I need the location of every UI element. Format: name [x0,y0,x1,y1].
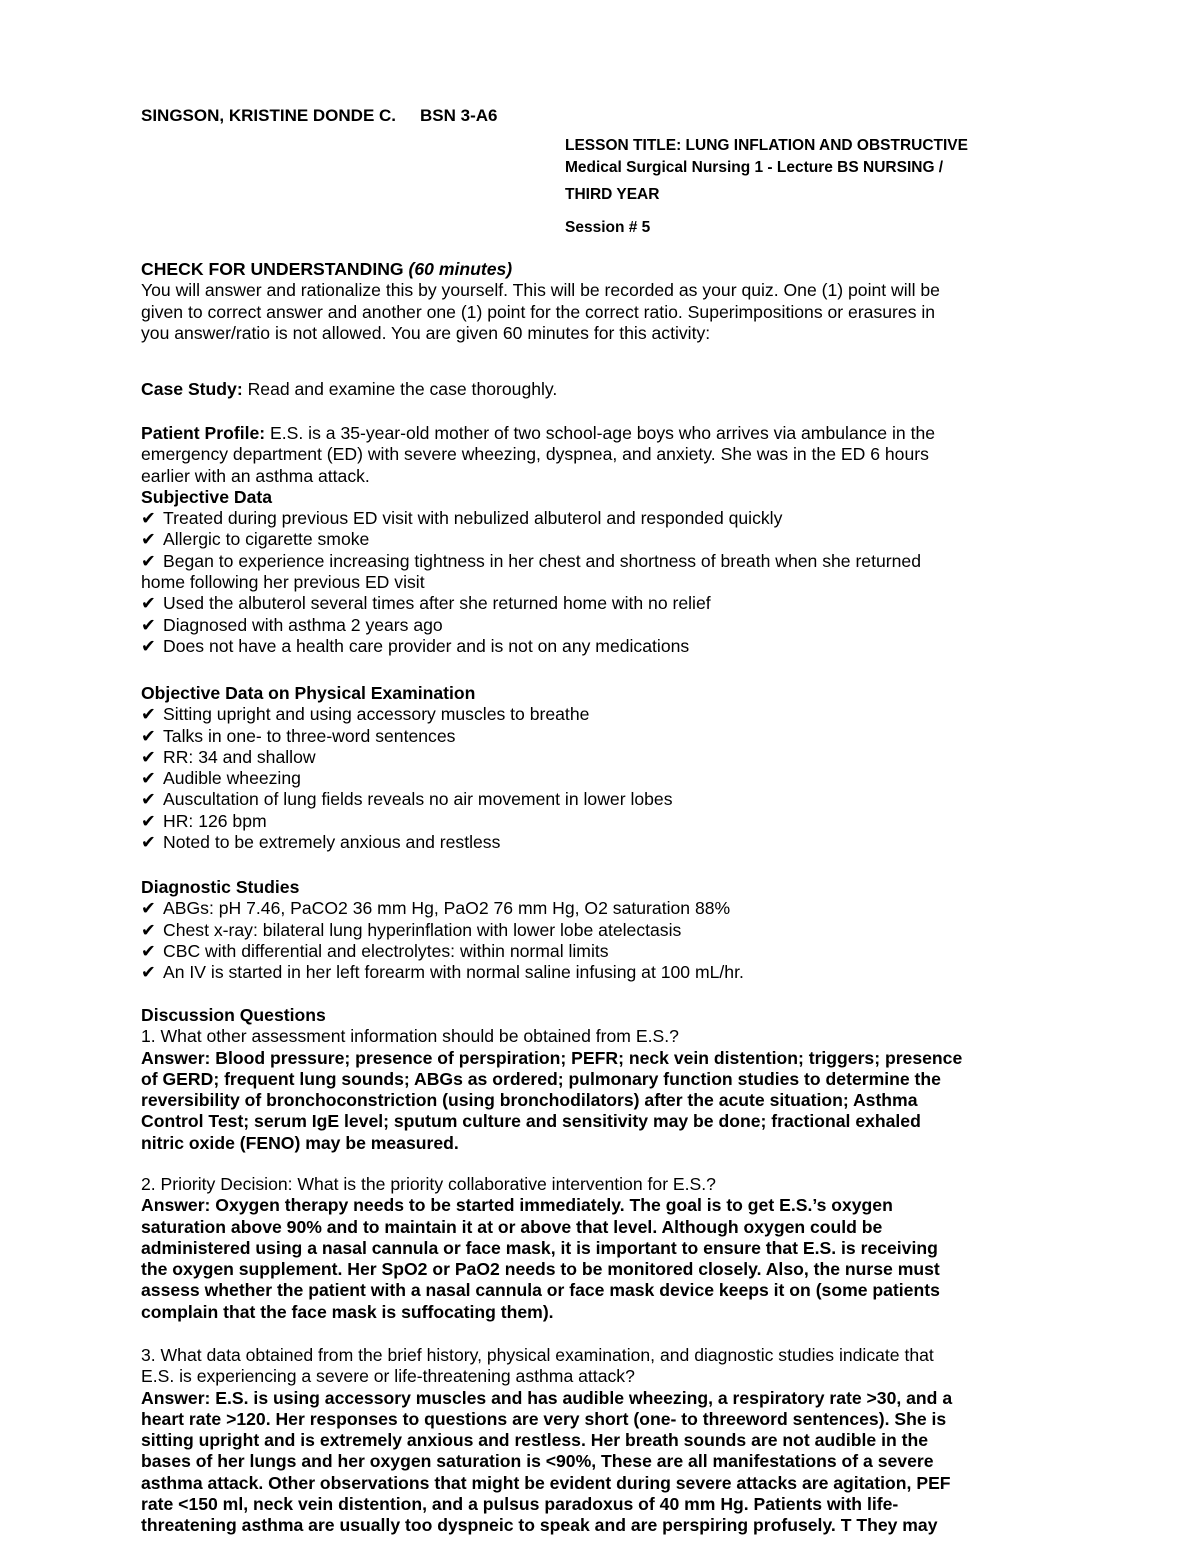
answer-3-line: rate <150 ml, neck vein distention, and a pulsus paradoxus of 40 mm Hg. Patients with life- [141,1494,899,1515]
check-mark-icon: ✔ [141,508,156,529]
check-mark-icon: ✔ [141,725,156,746]
student-name-text: SINGSON, KRISTINE DONDE C. [141,106,397,125]
subjective-continuation: home following her previous ED visit [141,572,425,593]
subjective-item: ✔ Allergic to cigarette smoke [141,529,370,550]
answer-2-line: saturation above 90% and to maintain it at or above that level. Although oxygen could be [141,1216,883,1237]
check-mark-icon: ✔ [141,940,156,961]
objective-item: ✔ Sitting upright and using accessory muscles to breathe [141,704,590,725]
diagnostic-item: ✔ An IV is started in her left forearm with normal saline infusing at 100 mL/hr. [141,962,744,983]
profile-line: E.S. is a 35-year-old mother of two school-age boys who arrives via ambulance in the [265,423,936,443]
answer-3-line: Answer: E.S. is using accessory muscles and has audible wheezing, a respiratory rate >30, and a [141,1387,953,1408]
objective-item: ✔ RR: 34 and shallow [141,746,316,767]
check-mark-icon: ✔ [141,529,156,550]
check-line: You will answer and rationalize this by yourself. This will be recorded as your quiz. One (1) point will be [141,280,940,301]
check-mark-icon: ✔ [141,614,156,635]
check-mark-icon: ✔ [141,962,156,983]
subjective-item: ✔ Used the albuterol several times after she returned home with no relief [141,593,711,614]
case-study [141,379,1061,400]
course-name: Medical Surgical Nursing 1 - Lecture BS NURSING / [565,159,944,176]
answer-3-line: heart rate >120. Her responses to questions are very short (one- to threeword sentences). She is [141,1408,947,1429]
subjective-item: ✔ Does not have a health care provider and is not on any medications [141,635,690,656]
answer-2-line: Answer: Oxygen therapy needs to be started immediately. The goal is to get E.S.’s oxygen [141,1195,893,1216]
check-mark-icon: ✔ [141,593,156,614]
answer-3-line: bases of her lungs and her oxygen saturation is <90%, These are all manifestations of a severe [141,1451,934,1472]
question-1: 1. What other assessment information should be obtained from E.S.? [141,1026,679,1047]
answer-2-line: administered using a nasal cannula or face mask, it is important to ensure that E.S. is receiving [141,1237,938,1258]
question-3-line: E.S. is experiencing a severe or life-threatening asthma attack? [141,1366,635,1387]
check-mark-icon: ✔ [141,789,156,810]
check-time: (60 minutes) [408,259,513,279]
answer-1-line: nitric oxide (FENO) may be measured. [141,1132,459,1153]
check-line: given to correct answer and another one (1) point for the correct ratio. Superimpositions or erasures in [141,301,936,322]
question-2-block [141,1174,1061,1323]
objective-item: ✔ Audible wheezing [141,768,301,789]
objective-section [141,683,1061,853]
check-title: CHECK FOR UNDERSTANDING [141,259,404,279]
subjective-item: ✔ Treated during previous ED visit with nebulized albuterol and responded quickly [141,508,783,529]
diagnostic-item: ✔ ABGs: pH 7.46, PaCO2 36 mm Hg, PaO2 76 mm Hg, O2 saturation 88% [141,898,731,919]
subjective-item: ✔ Diagnosed with asthma 2 years ago [141,614,443,635]
answer-2-line: the oxygen supplement. Her SpO2 or PaO2 needs to be monitored closely. Also, the nurse must [141,1259,940,1280]
objective-item: ✔ Noted to be extremely anxious and restless [141,832,501,853]
patient-profile [141,423,1061,657]
session-number: Session # 5 [565,219,651,236]
check-section [141,259,1061,344]
year-level: THIRD YEAR [565,186,660,203]
profile-line: earlier with an asthma attack. [141,465,370,486]
check-mark-icon: ✔ [141,635,156,656]
answer-2-line: assess whether the patient with a nasal cannula or face mask device keeps it on (some patients [141,1280,940,1301]
discussion-title: Discussion Questions [141,1005,326,1025]
profile-line: emergency department (ED) with severe wheezing, dyspnea, and anxiety. She was in the ED 6 hours [141,444,929,465]
answer-3-line: threatening asthma are usually too dyspneic to speak and are perspiring profusely. T They may [141,1515,938,1536]
lesson-title: LESSON TITLE: LUNG INFLATION AND OBSTRUCTIVE [565,137,968,154]
objective-item: ✔ Auscultation of lung fields reveals no air movement in lower lobes [141,789,673,810]
diagnostic-item: ✔ Chest x-ray: bilateral lung hyperinflation with lower lobe atelectasis [141,919,682,940]
check-mark-icon: ✔ [141,919,156,940]
answer-2-line: complain that the face mask is suffocating them). [141,1301,554,1322]
case-study-label: Case Study: [141,379,243,399]
check-mark-icon: ✔ [141,550,156,571]
objective-item: ✔ HR: 126 bpm [141,810,267,831]
check-mark-icon: ✔ [141,768,156,789]
objective-title: Objective Data on Physical Examination [141,683,476,703]
answer-1-line: reversibility of bronchoconstriction (using bronchodilators) after the acute situation; Asthma [141,1090,918,1111]
check-line: you answer/ratio is not allowed. You are given 60 minutes for this activity: [141,322,711,343]
profile-label: Patient Profile: [141,423,266,443]
answer-1-line: of GERD; frequent lung sounds; ABGs as ordered; pulmonary function studies to determine the [141,1068,941,1089]
question-3-line: 3. What data obtained from the brief history, physical examination, and diagnostic studies indicate that [141,1345,934,1365]
answer-3-line: asthma attack. Other observations that might be evident during severe attacks are agitation, PEF [141,1472,951,1493]
student-name [141,105,498,126]
check-mark-icon: ✔ [141,832,156,853]
check-mark-icon: ✔ [141,704,156,725]
question-3-block [141,1345,1061,1537]
subjective-item: ✔ Began to experience increasing tightness in her chest and shortness of breath when she returned [141,550,921,571]
check-mark-icon: ✔ [141,810,156,831]
subjective-title: Subjective Data [141,486,273,507]
answer-3-line: sitting upright and is extremely anxious and restless. Her breath sounds are not audible in the [141,1430,929,1451]
check-mark-icon: ✔ [141,898,156,919]
diagnostic-item: ✔ CBC with differential and electrolytes: within normal limits [141,940,609,961]
case-study-text: Read and examine the case thoroughly. [242,379,558,399]
answer-1-line: Answer: Blood pressure; presence of perspiration; PEFR; neck vein distention; triggers; presence [141,1047,963,1068]
question-2: 2. Priority Decision: What is the priority collaborative intervention for E.S.? [141,1174,716,1194]
objective-item: ✔ Talks in one- to three-word sentences [141,725,456,746]
check-mark-icon: ✔ [141,746,156,767]
section-text: BSN 3-A6 [420,106,498,125]
discussion-section [141,1005,1061,1154]
diagnostic-section [141,877,1061,983]
diagnostic-title: Diagnostic Studies [141,877,300,897]
answer-1-line: Control Test; serum IgE level; sputum culture and sensitivity may be done; fractional exhaled [141,1111,921,1132]
